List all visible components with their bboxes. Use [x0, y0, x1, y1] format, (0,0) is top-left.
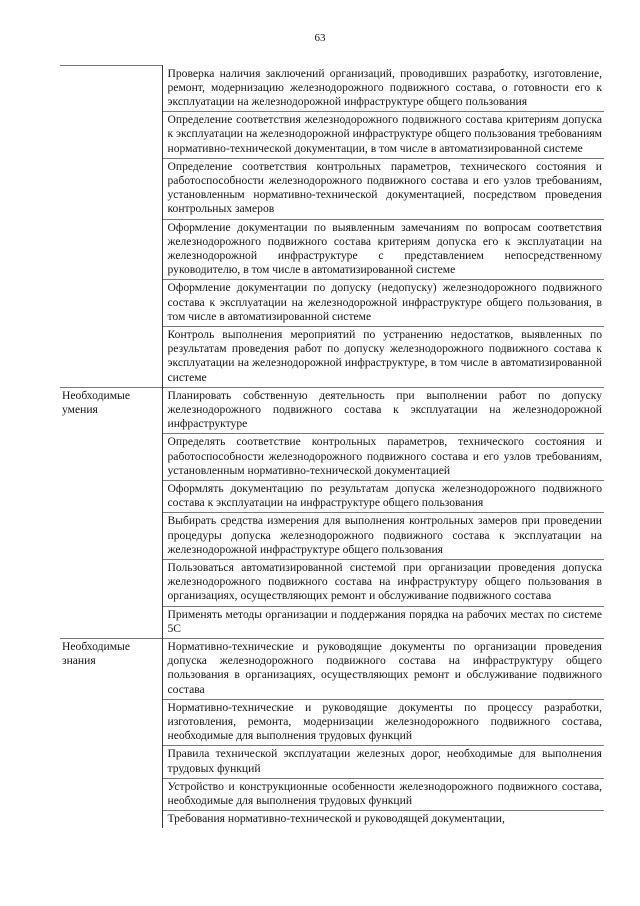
table-cell: Нормативно-технические и руководящие документы по процессу разработки, изготовления, ремонта, модернизации железнодорожного подвижного состава, необходимые для выполнения трудовых функций — [162, 699, 604, 746]
table-cell: Нормативно-технические и руководящие документы по организации проведения допуска железнодорожного подвижного состава на инфраструктуру общего пользования в организациях, осуществляющих ремонт и обслуживание подвижного состава — [162, 639, 604, 700]
page-number: 63 — [314, 32, 326, 44]
table-cell: Пользоваться автоматизированной системой при организации проведения допуска железнодорожного подвижного состава на инфраструктуру общего пользования в организациях, осуществляющих ремонт и обслуживание подвижного состава — [162, 560, 604, 607]
table-cell: Устройство и конструкционные особенности железнодорожного подвижного состава, необходимые для выполнения трудовых функций — [162, 778, 604, 810]
table-row — [60, 639, 604, 700]
table-cell: Проверка наличия заключений организаций, проводивших разработку, изготовление, ремонт, модернизацию железнодорожного подвижного состава, о готовности его к эксплуатации на железнодорожной инфраструктуре общего пользования — [162, 66, 604, 112]
group-label-knowledge: Необходимые знания — [60, 639, 162, 829]
competency-table — [60, 65, 604, 828]
table-cell: Контроль выполнения мероприятий по устранению недостатков, выявленных по результатам проведения работ по допуску железнодорожного подвижного состава к эксплуатации на железнодорожной инфраструктуре, в том числе в автоматизированной системе — [162, 326, 604, 387]
table-cell: Выбирать средства измерения для выполнения контрольных замеров при проведении процедуры допуска железнодорожного подвижного состава к эксплуатации на железнодорожной инфраструктуре общего пользования — [162, 513, 604, 560]
table-cell: Определение соответствия контрольных параметров, технического состояния и работоспособности железнодорожного подвижного состава и его узлов требованиям, установленным нормативно-технической документацией, посредством проведения контрольных замеров — [162, 158, 604, 219]
table-cell: Планировать собственную деятельность при выполнении работ по допуску железнодорожного подвижного состава к эксплуатации на железнодорожной инфраструктуре — [162, 387, 604, 434]
group-label-actions — [60, 66, 162, 388]
group-label-skills: Необходимые умения — [60, 387, 162, 638]
table-row — [60, 66, 604, 112]
table-cell: Требования нормативно-технической и руководящей документации, — [167, 812, 505, 826]
table-cell: Оформление документации по допуску (недопуску) железнодорожного подвижного состава к эксплуатации на железнодорожной инфраструктуре общего пользования, в том числе в автоматизированной системе — [162, 280, 604, 327]
table-cell: Определение соответствия железнодорожного подвижного состава критериям допуска к эксплуатации на железнодорожной инфраструктуре общего пользования требованиям нормативно-технической документации, в том числе в автоматизированной системе — [162, 112, 604, 159]
table-cell: Оформление документации по выявленным замечаниям по вопросам соответствия железнодорожного подвижного состава критериям допуска его к эксплуатации на железнодорожной инфраструктуре с представлением непосредственному руководителю, в том числе в автоматизированной системе — [162, 219, 604, 280]
table-row — [60, 387, 604, 434]
table-cell: Оформлять документацию по результатам допуска железнодорожного подвижного состава к эксплуатации на инфраструктуре общего пользования — [162, 480, 604, 512]
table-cell: Применять методы организации и поддержания порядка на рабочих местах по системе 5С — [162, 606, 604, 638]
table-cell: Правила технической эксплуатации железных дорог, необходимые для выполнения трудовых функций — [162, 746, 604, 778]
table-cell: Определять соответствие контрольных параметров, технического состояния и работоспособности железнодорожного подвижного состава и его узлов требованиям, установленным нормативно-технической документацией — [162, 434, 604, 481]
